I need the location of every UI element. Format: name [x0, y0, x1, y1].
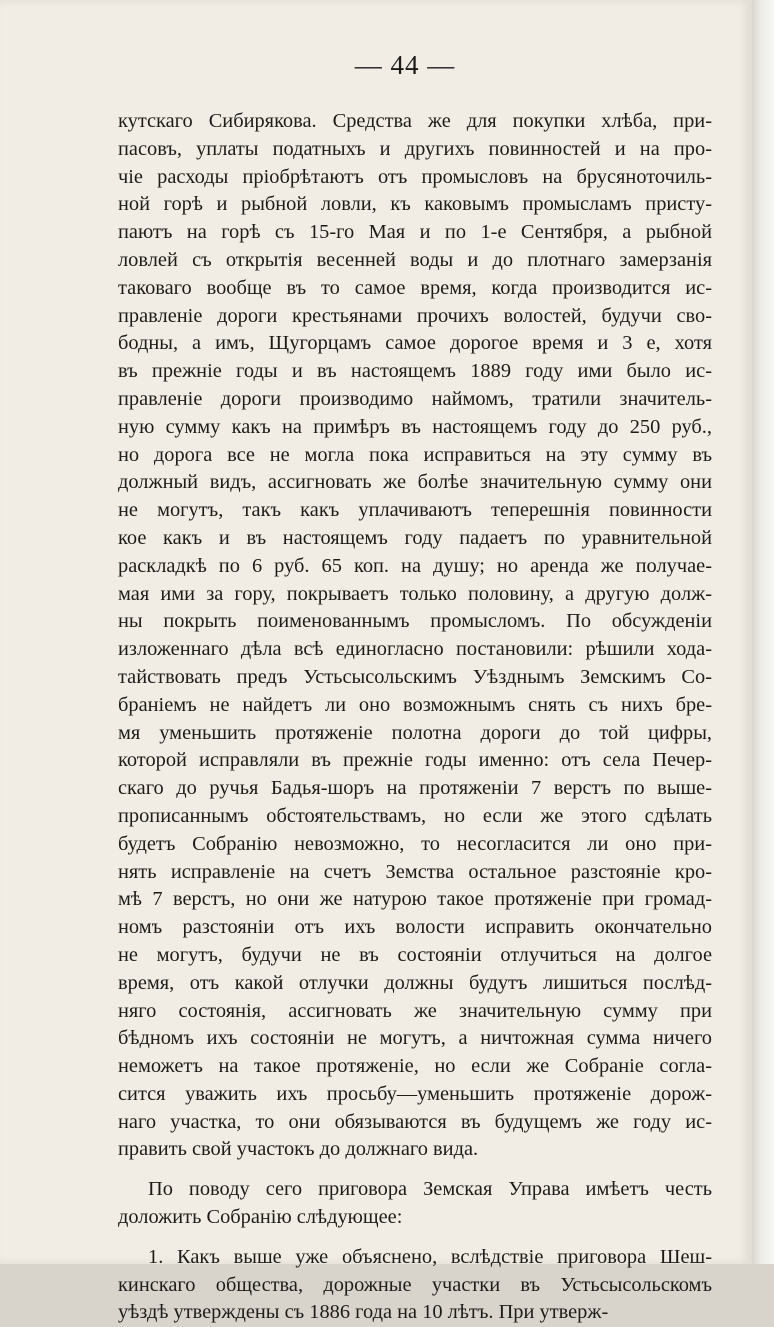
- text-line: паютъ на горѣ съ 15-го Мая и по 1-е Сентября, а рыбной: [118, 221, 712, 244]
- text-line: пасовъ, уплаты податныхъ и другихъ повинностей и на про-: [118, 137, 712, 160]
- page-edge: [752, 0, 774, 1264]
- text-line: правленіе дороги крестьянами прочихъ волостей, будучи сво-: [118, 304, 712, 327]
- text-line: которой исправляли въ прежніе годы именно: отъ села Печер-: [118, 749, 712, 772]
- text-line: не могутъ, такъ какъ уплачиваютъ теперешнія повинности: [118, 499, 712, 522]
- text-line: няго состоянія, ассигновать же значительную сумму при: [118, 999, 712, 1022]
- text-line: уѣздѣ утверждены съ 1886 года на 10 лѣтъ. При утверж-: [118, 1301, 609, 1324]
- text-line: тайствовать предъ Устьсысольскимъ Уѣзднымъ Земскимъ Со-: [118, 665, 712, 688]
- text-line: изложеннаго дѣла всѣ единогласно постановили: рѣшили хода-: [118, 638, 712, 661]
- text-line: ловлей съ открытія весенней воды и до плотнаго замерзанія: [118, 248, 712, 271]
- text-line: По поводу сего приговора Земская Управа имѣетъ честь: [148, 1178, 712, 1201]
- text-line: бодны, а имъ, Щугорцамъ самое дорогое время и 3 е, хотя: [118, 332, 712, 355]
- paragraph: [118, 1244, 712, 1327]
- text-line: сится уважить ихъ просьбу—уменьшить протяженіе дорож-: [118, 1082, 712, 1105]
- text-line: мая ими за гору, покрываетъ только половину, а другую долж-: [118, 582, 712, 605]
- text-line: мя уменьшить протяженіе полотна дороги до той цифры,: [118, 721, 712, 744]
- text-line: раскладкѣ по 6 руб. 65 коп. на душу; но аренда же получае-: [118, 554, 712, 577]
- page-body-text: [118, 108, 712, 1327]
- text-line: таковаго вообще въ то самое время, когда производится ис-: [118, 276, 712, 299]
- text-line: но дорога все не могла пока исправиться на эту сумму въ: [118, 443, 712, 466]
- text-line: прописаннымъ обстоятельствамъ, но если же этого сдѣлать: [118, 804, 712, 827]
- text-line: въ прежніе годы и въ настоящемъ 1889 году ими было ис-: [118, 360, 712, 383]
- text-line: должный видъ, ассигновать же болѣе значительную сумму они: [118, 471, 712, 494]
- text-line: кое какъ и въ настоящемъ году падаетъ по уравнительной: [118, 526, 712, 549]
- text-line: правленіе дороги производимо наймомъ, тратили значитель-: [118, 387, 712, 410]
- text-line: кутскаго Сибирякова. Средства же для покупки хлѣба, при-: [118, 110, 712, 132]
- text-line: браніемъ не найдетъ ли оно возможнымъ снять съ нихъ бре-: [118, 693, 712, 716]
- text-line: бѣдномъ ихъ состояніи не могутъ, а ничтожная сумма ничего: [118, 1027, 712, 1050]
- text-line: время, отъ какой отлучки должны будутъ лишиться послѣд-: [118, 971, 712, 994]
- text-line: мѣ 7 верстъ, но они же натурою такое протяженіе при громад-: [118, 888, 712, 911]
- page-number: — 44 —: [354, 50, 456, 80]
- text-line: будетъ Собранію невозможно, то несогласится ли оно при-: [118, 832, 712, 855]
- text-line: доложить Собранію слѣдующее:: [118, 1206, 403, 1229]
- text-line: кинскаго общества, дорожные участки въ Устьсысольскомъ: [118, 1273, 712, 1296]
- text-line: 1. Какъ выше уже объяснено, вслѣдствіе приговора Шеш-: [148, 1245, 712, 1268]
- paragraph: [118, 108, 712, 1164]
- text-line: не могутъ, будучи не въ состояніи отлучиться на долгое: [118, 943, 712, 966]
- text-line: наго участка, то они обязываются въ будущемъ же году ис-: [118, 1110, 712, 1133]
- text-line: скаго до ручья Бадья-шоръ на протяженіи 7 верстъ по выше-: [118, 777, 712, 800]
- text-line: ную сумму какъ на примѣръ въ настоящемъ году до 250 руб.,: [118, 415, 712, 438]
- text-line: ны покрыть поименованнымъ промысломъ. По обсужденіи: [118, 610, 712, 633]
- text-line: ной горѣ и рыбной ловли, къ каковымъ промысламъ присту-: [118, 193, 712, 216]
- paragraph: [118, 1176, 712, 1232]
- text-line: править свой участокъ до должнаго вида.: [118, 1138, 479, 1161]
- text-line: неможетъ на такое протяженіе, но если же Собраніе согла-: [118, 1055, 712, 1078]
- text-line: чіе расходы пріобрѣтаютъ отъ промысловъ на брусяноточиль-: [118, 165, 712, 188]
- text-line: нять исправленіе на счетъ Земства остальное разстояніе кро-: [118, 860, 712, 883]
- text-line: номъ разстояніи отъ ихъ волости исправить окончательно: [118, 916, 712, 939]
